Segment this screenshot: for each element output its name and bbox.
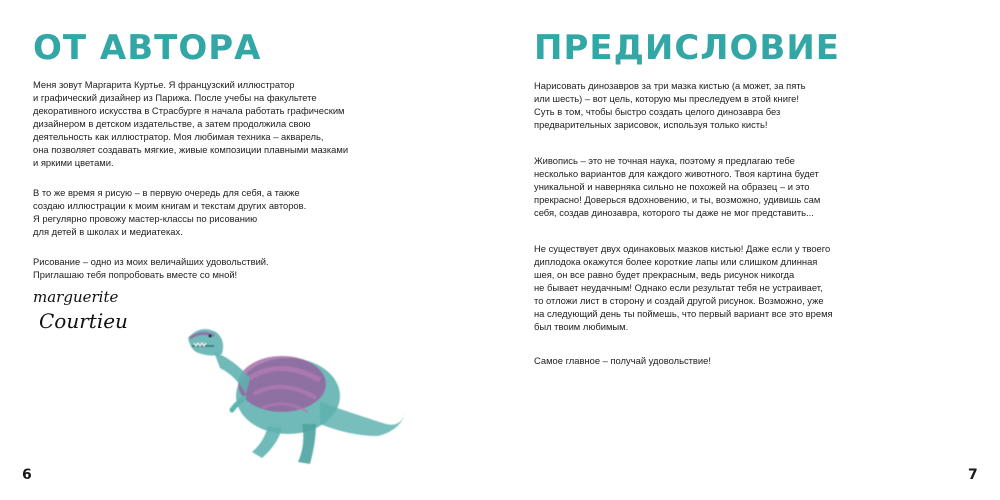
preface-paragraph-1: Нарисовать динозавров за три мазка кистью (а может, за пять или шесть) – вот цель, которую мы преследуем в этой книге! Суть в том, чтобы быстро создать целого динозавра без предварительных зарисовок, используя только кисть!	[534, 80, 806, 130]
dino-neck	[214, 352, 250, 394]
author-text	[33, 78, 393, 281]
preface-heading: ПРЕДИСЛОВИЕ	[534, 28, 841, 68]
page-number-left: 6	[22, 467, 32, 483]
signature-first-name: marguerite	[33, 288, 119, 306]
dinosaur-illustration	[180, 318, 412, 470]
page-number-right: 7	[968, 467, 978, 483]
author-signature	[31, 284, 141, 344]
signature-last-name: Courtieu	[39, 309, 128, 333]
preface-paragraph-2: Живопись – это не точная наука, поэтому я предлагаю тебе несколько вариантов для каждого животного. Твоя картина будет уникальной и наверняка сильно не похожей на образец – и это прекрасно! Доверься вдохновению, и ты, возможно, удивишь сам себя, создав динозавра, которого ты даже не мог представить...	[534, 155, 821, 218]
dino-leg-front	[252, 426, 282, 458]
author-paragraph-3: Рисование – одно из моих величайших удовольствий. Приглашаю тебя попробовать вместе со мной!	[33, 256, 269, 280]
author-paragraph-2: В то же время я рисую – в первую очередь для себя, а также создаю иллюстрации к моим книгам и текстам других авторов. Я регулярно провожу мастер-классы по рисованию для детей в школах и медиатеках.	[33, 187, 307, 237]
preface-paragraph-3: Не существует двух одинаковых мазков кистью! Даже если у твоего диплодока окажутся более короткие лапы или слишком длинная шея, он все равно будет прекрасным, ведь рисунок никогда не бывает неудачным! Однако если результат тебя не устраивает, то отложи лист в сторону и создай другой рисунок. Возможно, уже на следующий день ты поймешь, что первый вариант все это время был твоим любимым.	[534, 243, 833, 332]
author-paragraph-1: Меня зовут Маргарита Куртье. Я французский иллюстратор и графический дизайнер из Парижа. После учебы на факультете декоративного искусства в Страсбурге я начала работать графическим дизайнером в детском издательстве, а затем продолжила свою деятельность как иллюстратор. Моя любимая техника – акварель, она позволяет создавать мягкие, живые композиции плавными мазками и яркими цветами.	[33, 79, 349, 168]
right-page	[500, 0, 1000, 500]
preface-paragraph-4: Самое главное – получай удовольствие!	[534, 355, 711, 366]
author-heading: ОТ АВТОРА	[33, 28, 262, 68]
preface-text	[534, 79, 834, 367]
